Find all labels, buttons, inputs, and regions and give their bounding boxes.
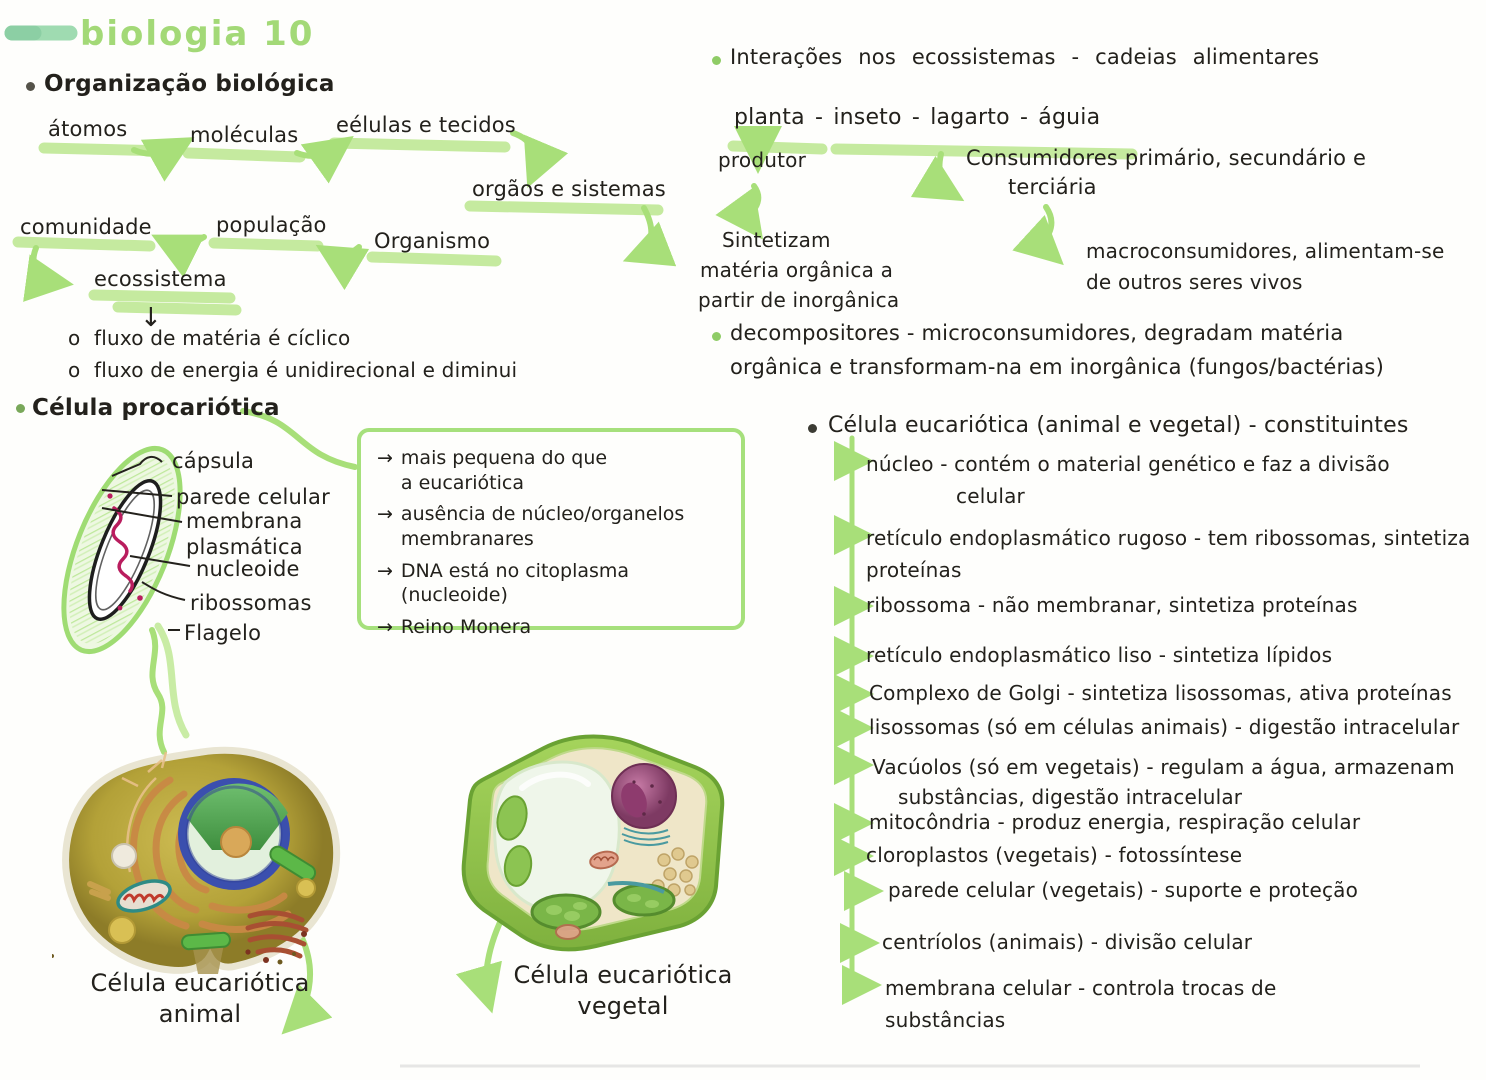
bullet-dot xyxy=(16,404,25,413)
procariotica-heading: Célula procariótica xyxy=(32,395,280,421)
organelle-item-cloroplastos: cloroplastos (vegetais) - fotossíntese xyxy=(866,843,1243,867)
organelle-item-centriolos: centríolos (animais) - divisão celular xyxy=(882,930,1253,954)
produtor-desc-line: partir de inorgânica xyxy=(698,288,900,312)
arrow-marker: → xyxy=(377,503,393,526)
organelle-item-parede: parede celular (vegetais) - suporte e proteção xyxy=(888,878,1359,902)
animal-cell-image xyxy=(52,738,352,980)
bullet-dot xyxy=(26,82,35,91)
organelle-item-ribossoma: ribossoma - não membranar, sintetiza proteínas xyxy=(866,593,1358,617)
decompositores-line: decompositores - microconsumidores, degradam matéria xyxy=(730,321,1344,345)
label-nucleoide: nucleoide xyxy=(196,557,300,581)
level-organismo: Organismo xyxy=(374,229,491,253)
animal-cell-caption: Célula eucariótica animal xyxy=(90,969,310,1029)
organelle-item-vacuolos: Vacúolos (só em vegetais) - regulam a água, armazenam substâncias, digestão intracelular xyxy=(872,755,1455,809)
label-capsula: cápsula xyxy=(172,449,255,473)
organelle-item-nucleo: núcleo - contém o material genético e faz a divisão celular xyxy=(866,452,1390,508)
level-atomos: átomos xyxy=(48,117,128,141)
interacoes-heading: Interações nos ecossistemas - cadeias alimentares xyxy=(730,45,1320,69)
produtor-desc-line: matéria orgânica a xyxy=(700,258,894,282)
level-celulas-tecidos: eélulas e tecidos xyxy=(336,113,516,137)
eukaryote-spine xyxy=(852,438,874,985)
label-flagelo: Flagelo xyxy=(184,621,262,645)
bullet-dot xyxy=(808,424,817,433)
consumidores-desc: macroconsumidores, alimentam-se de outros seres vivos xyxy=(1086,239,1445,294)
consumidores-label: Consumidores primário, secundário e terciária xyxy=(966,146,1367,200)
organelle-item-mitocondria: mitocôndria - produz energia, respiração celular xyxy=(869,810,1361,834)
list-marker: o xyxy=(68,358,81,382)
fluxo-energia-note: o fluxo de energia é unidirecional e diminui xyxy=(68,358,518,382)
organelle-item-golgi: Complexo de Golgi - sintetiza lisossomas, ativa proteínas xyxy=(869,681,1452,705)
organelle-item-membrana: membrana celular - controla trocas de substâncias xyxy=(885,976,1277,1032)
produtor-label: produtor xyxy=(718,148,806,172)
decompositores-line: orgânica e transformam-na em inorgânica (fungos/bactérias) xyxy=(730,355,1384,379)
produtor-desc-line: Sintetizam xyxy=(722,228,831,252)
level-comunidade: comunidade xyxy=(20,215,152,239)
organelle-item-rel: retículo endoplasmático liso - sintetiza lípidos xyxy=(866,643,1333,667)
organizacao-heading: Organização biológica xyxy=(44,71,335,97)
prokaryote-facts-box xyxy=(357,428,745,639)
food-chain: planta - inseto - lagarto - águia xyxy=(734,105,1101,130)
fact-item: → Reino Monera xyxy=(377,616,532,639)
page-title: biologia 10 xyxy=(80,14,315,54)
label-membrana-plasmatica: membrana plasmática xyxy=(186,509,303,560)
plant-cell-caption: Célula eucariótica vegetal xyxy=(513,961,733,1021)
level-moleculas: moléculas xyxy=(190,123,299,147)
label-parede-celular: parede celular xyxy=(176,485,330,509)
level-orgaos-sistemas: orgãos e sistemas xyxy=(472,177,666,201)
list-marker: o xyxy=(68,326,81,350)
fact-item: → DNA está no citoplasma (nucleoide) xyxy=(377,559,630,607)
flagellum xyxy=(152,630,164,752)
organelle-item-rer: retículo endoplasmático rugoso - tem ribossomas, sintetiza proteínas xyxy=(866,526,1471,582)
organelle-item-lisossomas: lisossomas (só em células animais) - digestão intracelular xyxy=(869,715,1460,739)
label-ribossomas: ribossomas xyxy=(190,591,312,615)
eucariotica-heading: Célula eucariótica (animal e vegetal) - constituintes xyxy=(828,413,1409,438)
fluxo-materia-note: o fluxo de matéria é cíclico xyxy=(68,326,351,350)
arrow-marker: → xyxy=(377,447,393,469)
arrow-marker: → xyxy=(377,616,393,639)
level-populacao: população xyxy=(216,213,327,237)
arrow-marker: → xyxy=(377,559,393,582)
plant-cell-image xyxy=(448,722,728,954)
down-arrow-icon: ↓ xyxy=(140,303,162,333)
bullet-dot xyxy=(712,56,721,65)
fact-item: → mais pequena do que a eucariótica xyxy=(377,447,608,494)
bullet-dot xyxy=(712,332,721,341)
level-ecossistema: ecossistema xyxy=(94,267,227,291)
fact-item: → ausência de núcleo/organelos membranares xyxy=(377,503,685,551)
